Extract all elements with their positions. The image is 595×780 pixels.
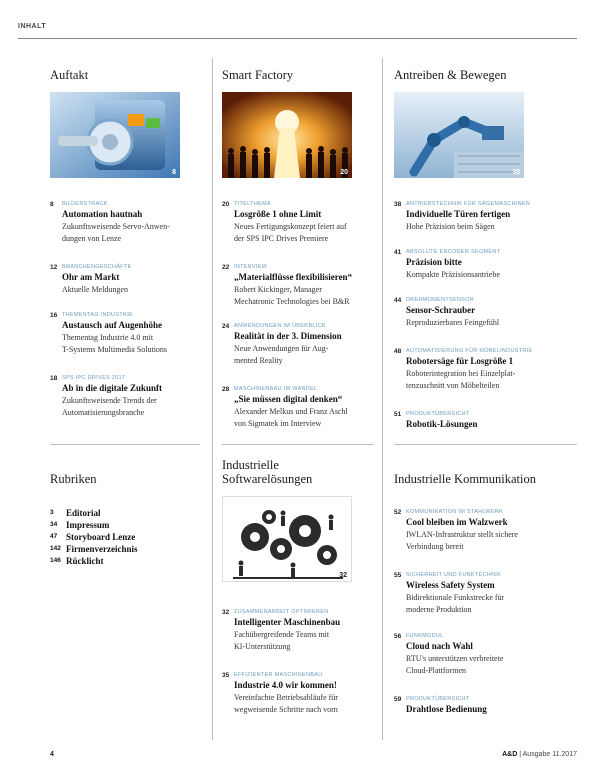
rubrik-page: 142 xyxy=(50,545,61,552)
entry-title: Automation hautnah xyxy=(62,209,143,219)
entry-page: 38 xyxy=(394,201,402,208)
entry-kicker: DREHMOMENTSENSOR xyxy=(406,297,475,303)
entry-page: 48 xyxy=(394,348,402,355)
entry-page: 22 xyxy=(222,264,230,271)
entry-kicker: SICHERHEIT UND FUNKTECHNIK xyxy=(406,572,502,578)
entry-kicker: BILDERSTRACK xyxy=(62,201,108,207)
entry-title: Cool bleiben im Walzwerk xyxy=(406,517,508,527)
entry-title: Realität in der 3. Dimension xyxy=(234,331,342,341)
entry-title: Individuelle Türen fertigen xyxy=(406,209,511,219)
entry-page: 44 xyxy=(394,297,402,304)
rubrik-page: 47 xyxy=(50,533,58,540)
rubrik-page: 146 xyxy=(50,557,61,564)
column-title-software-line2: Softwarelösungen xyxy=(222,472,313,486)
entry-title: Sensor-Schrauber xyxy=(406,305,476,315)
image-page-number: 20 xyxy=(340,169,348,176)
entry-kicker: THEMENTAG INDUSTRIE xyxy=(62,312,133,318)
entry-title: Ohr am Markt xyxy=(62,272,120,282)
entry-kicker: SPS IPC DRIVES 2017 xyxy=(62,375,126,381)
entry-kicker: FUNKMODUL xyxy=(406,633,444,639)
column-title-kommunikation: Industrielle Kommunikation xyxy=(394,472,536,486)
entry-page: 56 xyxy=(394,633,402,640)
footer-issue xyxy=(502,751,577,758)
entry-kicker: ANTRIEBSTECHNIK FÜR SÄGEMASCHINEN xyxy=(406,201,531,207)
entry-title: Cloud nach Wahl xyxy=(406,641,473,651)
entry-text: Aktuelle Meldungen xyxy=(62,285,128,294)
servo-motor-image[interactable] xyxy=(50,92,180,178)
entry-page: 28 xyxy=(222,386,230,393)
entry-title: Präzision bitte xyxy=(406,257,462,267)
entry-text: Neues Fertigungskonzept feiert auf der SPS IPC Drives Premiere xyxy=(234,222,347,243)
entry-text: Reproduzierbares Feingefühl xyxy=(406,318,500,327)
column-title-auftakt: Auftakt xyxy=(50,68,89,82)
entry-text: Bidirektionale Funkstrecke für moderne Produktion xyxy=(406,593,505,614)
entry-kicker: EFFIZIENTER MASCHINENBAU xyxy=(234,672,323,678)
entry-kicker: PRODUKTÜBERSICHT xyxy=(406,411,470,417)
entry-text: RTU's unterstützen verbreitete Cloud-Plattformen xyxy=(406,654,504,675)
entry-page: 12 xyxy=(50,264,58,271)
entry-title: Intelligenter Maschinenbau xyxy=(234,617,341,627)
entry-page: 41 xyxy=(394,249,402,256)
entry-kicker: PRODUKTÜBERSICHT xyxy=(406,696,470,702)
entry-title: Drahtlose Bedienung xyxy=(406,704,487,714)
rubrik-title: Firmenverzeichnis xyxy=(66,544,138,554)
entry-kicker: TITELTHEMA xyxy=(234,201,271,207)
entry-kicker: AUTOMATISIERUNG FÜR MÖBELINDUSTRIE xyxy=(406,348,533,354)
entry-page: 52 xyxy=(394,509,402,516)
entry-title: „Sie müssen digital denken“ xyxy=(234,394,343,404)
entry-page: 35 xyxy=(222,672,230,679)
column-title-antreiben: Antreiben & Bewegen xyxy=(394,68,507,82)
entry-kicker: ABSOLUTE ENCODER SEGMENT xyxy=(406,249,501,255)
image-page-number: 32 xyxy=(339,572,347,579)
entry-text: Robert Kickinger, Manager Mechatronic Technologies bei B&R xyxy=(234,285,350,306)
entry-page: 59 xyxy=(394,696,402,703)
entry-title: Losgröße 1 ohne Limit xyxy=(234,209,322,219)
section-label: INHALT xyxy=(18,23,47,30)
rubrik-page: 3 xyxy=(50,509,54,516)
entry-kicker: MASCHINENBAU IM WANDEL xyxy=(234,386,318,392)
entry-text: Zukunftsweisende Servo-Anwen- dungen von Lenze xyxy=(62,222,170,243)
entry-page: 24 xyxy=(222,323,230,330)
row-divider-1 xyxy=(50,444,200,445)
entry-title: Robotersäge für Losgröße 1 xyxy=(406,356,514,366)
keyhole-crowd-image[interactable] xyxy=(222,92,352,178)
entry-text: Vereinfachte Betriebsabläufe für wegweisende Schritte nach vorn xyxy=(234,693,338,714)
magazine-name: A&D xyxy=(502,751,518,758)
rubrik-page: 34 xyxy=(50,521,58,528)
entry-title: „Materialflüsse flexibilisieren“ xyxy=(234,272,353,282)
row-divider-2 xyxy=(222,444,374,445)
entry-title: Austausch auf Augenhöhe xyxy=(62,320,163,330)
entry-text: Thementag Industrie 4.0 mit T-Systems Multimedia Solutions xyxy=(62,333,168,354)
rubrik-title: Impressum xyxy=(66,520,110,530)
entry-text: Hohe Präzision beim Sägen xyxy=(406,222,495,231)
entry-text: Alexander Melkus und Franz Aschl von Sigmatek im Interview xyxy=(234,407,348,428)
entry-page: 8 xyxy=(50,201,54,208)
row-divider-3 xyxy=(394,444,577,445)
rubrik-title: Rücklicht xyxy=(66,556,104,566)
entry-page: 18 xyxy=(50,375,58,382)
entry-page: 51 xyxy=(394,411,402,418)
entry-text: Zukunftsweisende Trends der Automatisierungsbranche xyxy=(62,396,157,417)
entry-text: Neue Anwendungen für Aug- mented Reality xyxy=(234,344,329,365)
entry-text: Fachübergreifende Teams mit KI-Unterstützung xyxy=(234,630,330,651)
header-rule xyxy=(18,38,577,39)
entry-title: Robotik-Lösungen xyxy=(406,419,478,429)
entry-text: Roboterintegration bei Einzelplat- tenzuschnitt von Möbelteilen xyxy=(406,369,516,390)
entry-text: Kompakte Präzisionsantriebe xyxy=(406,270,500,279)
page-number: 4 xyxy=(50,751,54,758)
entry-page: 20 xyxy=(222,201,230,208)
image-page-number: 38 xyxy=(512,169,520,176)
entry-title: Ab in die digitale Zukunft xyxy=(62,383,163,393)
issue-label: | Ausgabe 11.2017 xyxy=(519,751,577,758)
entry-kicker: KOMMUNIKATION IM STAHLWERK xyxy=(406,509,504,515)
robot-saw-image[interactable] xyxy=(394,92,524,178)
column-title-software-line1: Industrielle xyxy=(222,458,279,472)
entry-page: 55 xyxy=(394,572,402,579)
entry-kicker: ANWENDUNGEN IM ÜBERBLICK xyxy=(234,323,326,329)
entry-kicker: ZUSAMMENARBEIT OPTIMIEREN xyxy=(234,609,329,615)
entry-title: Industrie 4.0 wir kommen! xyxy=(234,680,337,690)
entry-kicker: BRANCHENGESCHÄFTE xyxy=(62,264,132,270)
entry-page: 16 xyxy=(50,312,58,319)
column-title-smart-factory: Smart Factory xyxy=(222,68,294,82)
entry-kicker: INTERVIEW xyxy=(234,264,268,270)
entry-title: Wireless Safety System xyxy=(406,580,495,590)
rubrik-title: Storyboard Lenze xyxy=(66,532,136,542)
gears-people-image[interactable] xyxy=(222,496,352,582)
image-page-number: 8 xyxy=(172,169,176,176)
entry-page: 32 xyxy=(222,609,230,616)
column-title-rubriken: Rubriken xyxy=(50,472,97,486)
rubrik-title: Editorial xyxy=(66,508,101,518)
entry-text: IWLAN-Infrastruktur stellt sichere Verbindung bereit xyxy=(406,530,518,551)
